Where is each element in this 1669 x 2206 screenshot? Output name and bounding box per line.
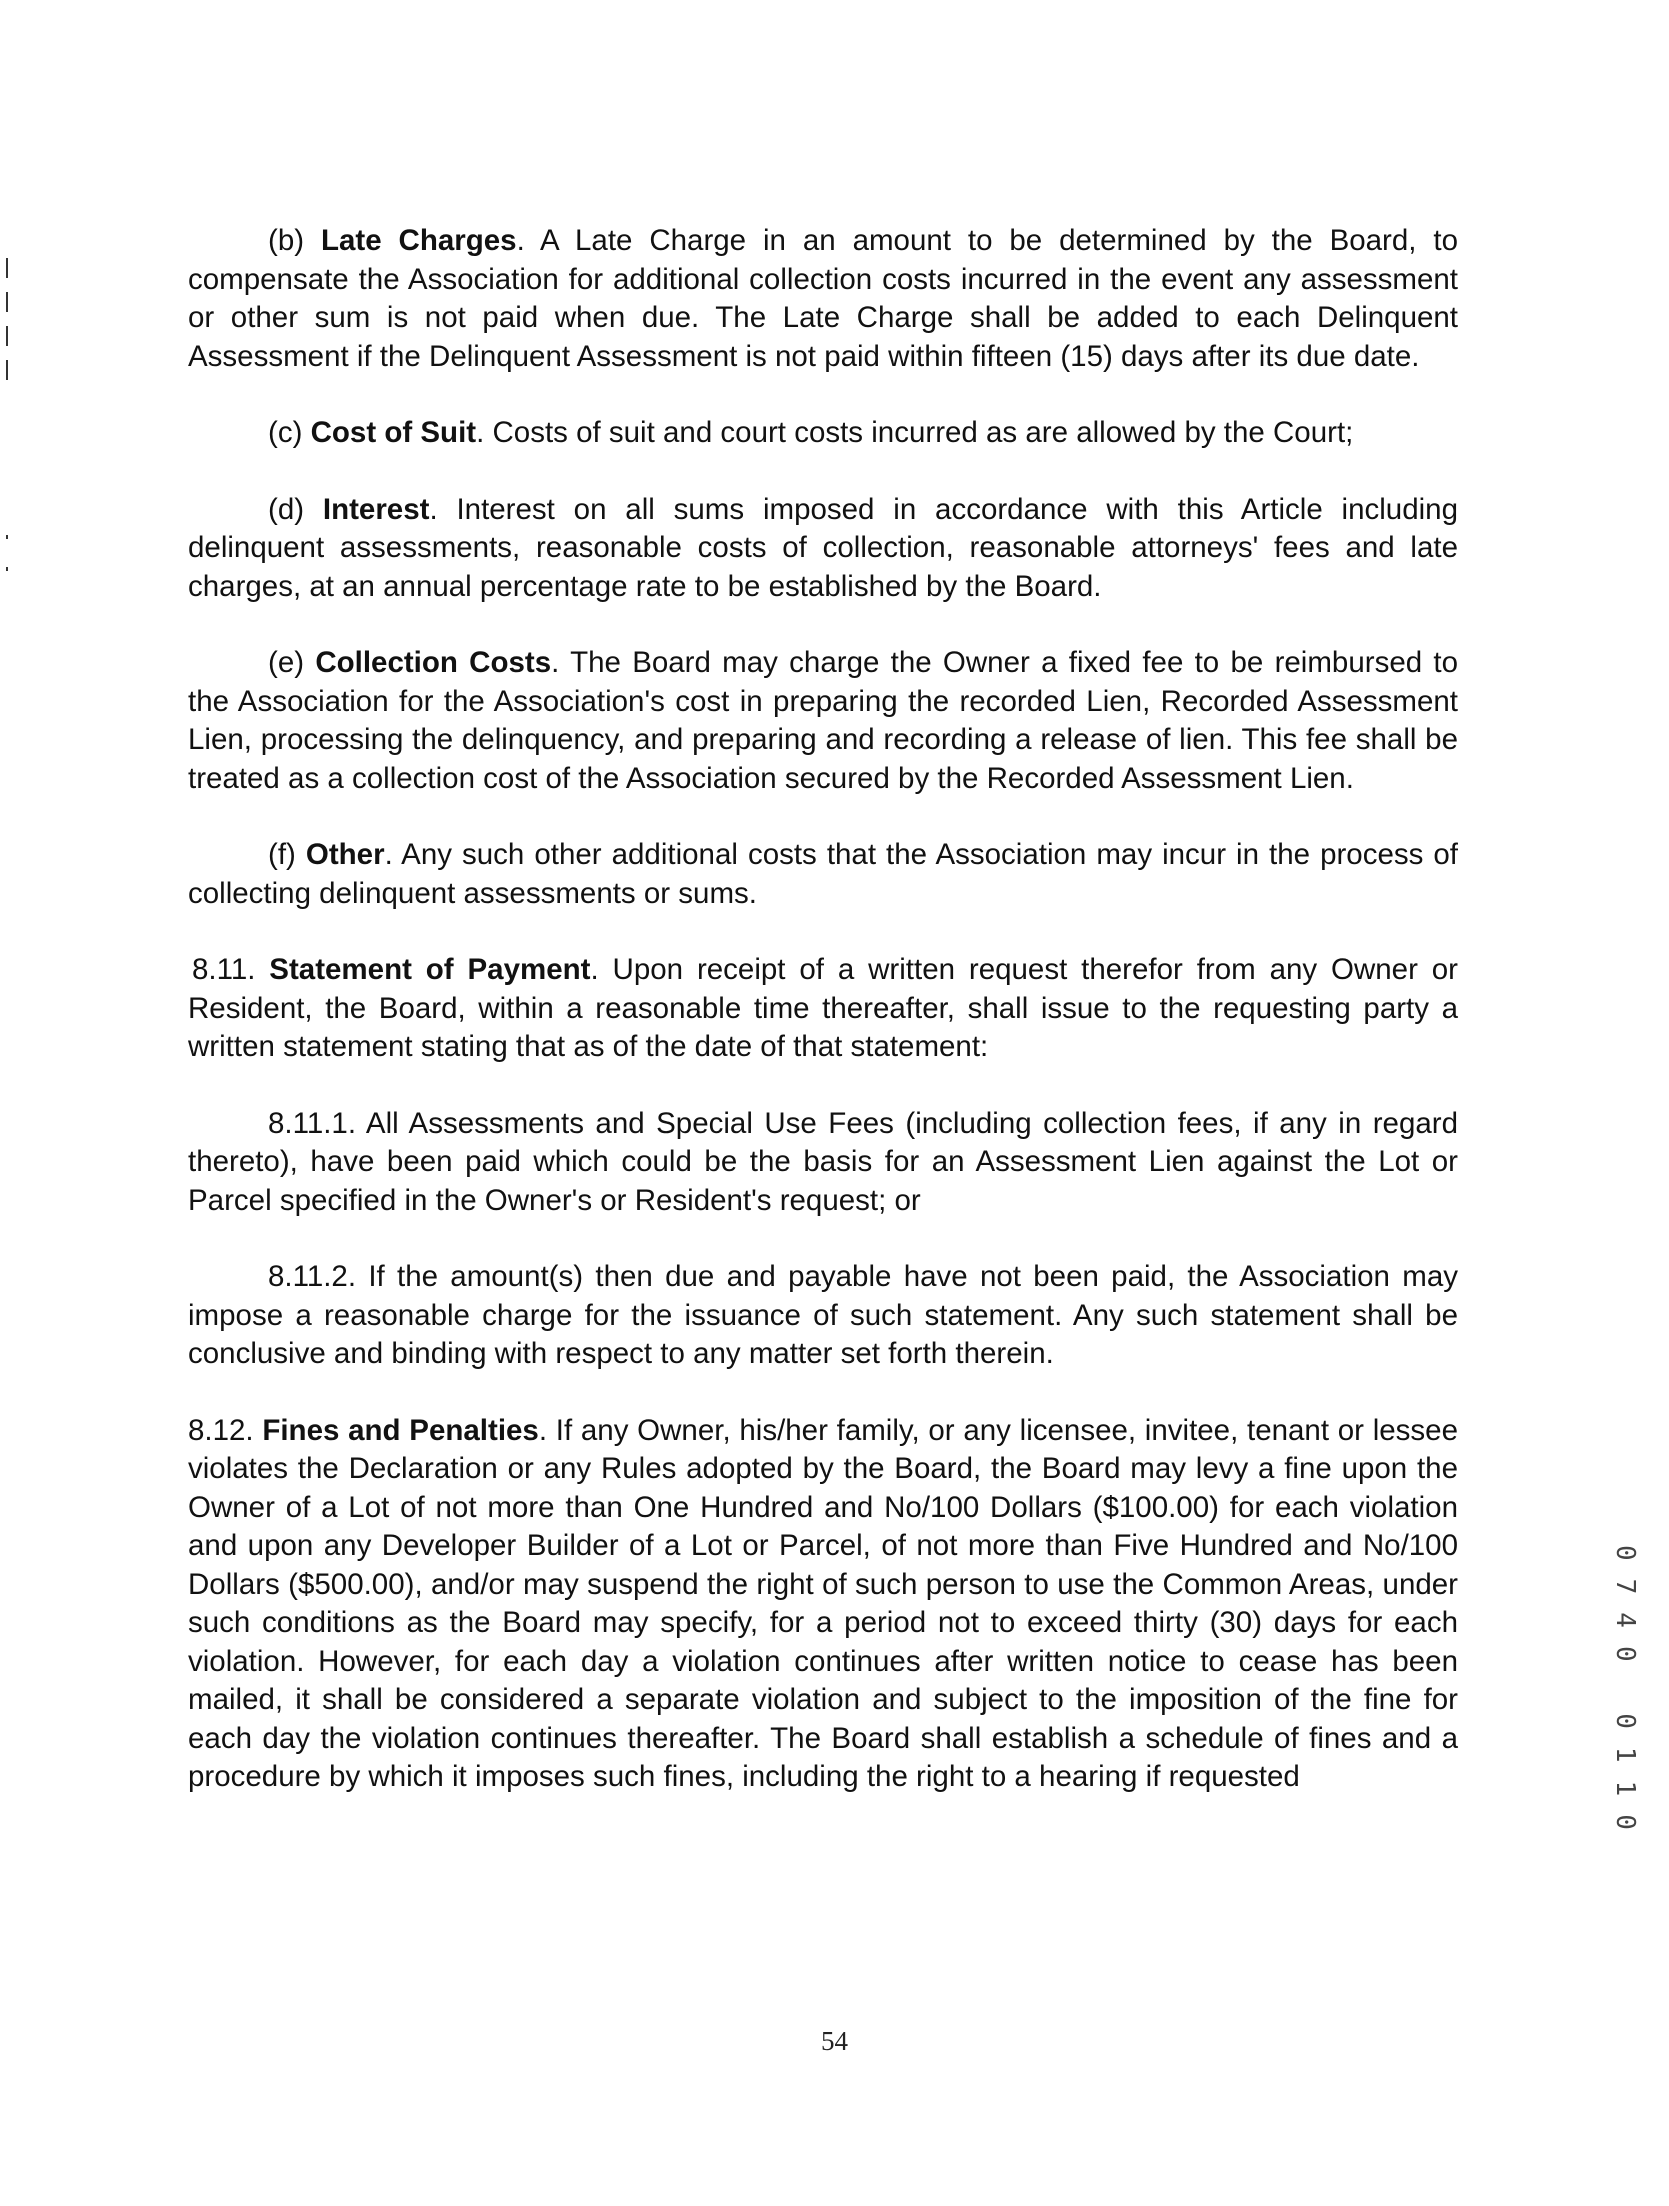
margin-mark <box>6 535 8 539</box>
recording-stamp <box>1610 1545 1669 1925</box>
paragraph-prefix: (c) <box>268 416 311 449</box>
margin-mark <box>6 326 8 346</box>
paragraph-heading: Late Charges <box>320 224 517 257</box>
paragraph-interest <box>188 491 1458 607</box>
paragraph-text: . A Late Charge in an amount to be determined by the Board, to compensate the Association for additional collection costs incurred in the event any assessment or other sum is not paid when due. The Late Charge shall be added to each Delinquent Assessment if the Delinquent Assessment is not paid within fifteen (15) days after its due date. <box>188 224 1458 373</box>
paragraph-heading: Interest <box>322 492 430 526</box>
margin-mark <box>6 567 8 571</box>
paragraph-late-charges <box>188 222 1458 376</box>
paragraph-text: . Interest on all sums imposed in accordance with this Article including delinquent assessments, reasonable costs of collection, reasonable attorneys' fees and late charges, at an annual percentage rate to be established by the Board. <box>188 492 1458 603</box>
subsection-number: 8.11.2. <box>268 1260 369 1293</box>
subsection-8-11-2 <box>188 1258 1458 1374</box>
paragraph-prefix: (d) <box>268 492 323 526</box>
section-number: 8.12. <box>188 1413 263 1447</box>
paragraph-cost-of-suit <box>188 414 1458 453</box>
document-body <box>188 222 1458 1797</box>
paragraph-collection-costs <box>188 644 1458 798</box>
section-number: 8.11. <box>192 953 270 986</box>
section-8-11-statement-of-payment <box>188 951 1458 1067</box>
subsection-number: 8.11.1. <box>268 1106 366 1140</box>
page-number: 54 <box>821 2026 848 2056</box>
paragraph-text: . Any such other additional costs that the Association may incur in the process of collecting delinquent assessments or sums. <box>188 838 1458 910</box>
margin-mark <box>6 360 8 380</box>
paragraph-heading: Cost of Suit <box>310 416 477 449</box>
paragraph-other <box>188 836 1458 913</box>
subsection-text: All Assessments and Special Use Fees (including collection fees, if any in regard thereto), have been paid which could be the basis for an Assessment Lien against the Lot or Parcel specified in the Owner's or Resident's request; or <box>188 1106 1459 1217</box>
margin-mark <box>6 292 8 312</box>
paragraph-text: . Costs of suit and court costs incurred as are allowed by the Court; <box>476 416 1354 449</box>
section-text: . Upon receipt of a written request therefor from any Owner or Resident, the Board, within a reasonable time thereafter, shall issue to the requesting party a written statement stating that as of the date of that statement: <box>188 953 1458 1063</box>
subsection-8-11-1 <box>188 1105 1458 1221</box>
section-heading: Statement of Payment <box>269 953 591 986</box>
paragraph-heading: Other <box>305 838 385 871</box>
stamp-number: 0740 0110 <box>1610 1545 1640 1848</box>
section-8-12-fines-and-penalties <box>188 1412 1458 1797</box>
paragraph-prefix: (b) <box>268 224 321 257</box>
paragraph-prefix: (f) <box>268 838 306 871</box>
paragraph-heading: Collection Costs <box>315 646 552 679</box>
paragraph-prefix: (e) <box>268 646 316 679</box>
margin-mark <box>6 258 8 278</box>
subsection-text: If the amount(s) then due and payable have not been paid, the Association may impose a reasonable charge for the issuance of such statement. Any such statement shall be conclusive and binding with respect to any matter set forth therein. <box>188 1260 1458 1370</box>
section-heading: Fines and Penalties <box>262 1413 539 1447</box>
paragraph-text: . The Board may charge the Owner a fixed fee to be reimbursed to the Association for the Association's cost in preparing the recorded Lien, Recorded Assessment Lien, processing the delinquency, and preparing and recording a release of lien. This fee shall be treated as a collection cost of the Association secured by the Recorded Assessment Lien. <box>188 646 1458 795</box>
section-text: . If any Owner, his/her family, or any licensee, invitee, tenant or lessee violates the Declaration or any Rules adopted by the Board, the Board may levy a fine upon the Owner of a Lot of not more than One Hundred and No/100 Dollars ($100.00) for each violation and upon any Developer Builder of a Lot or Parcel, of not more than Five Hundred and No/100 Dollars ($500.00), and/or may suspend the right of such person to use the Common Areas, under such conditions as the Board may specify, for a period not to exceed thirty (30) days for each violation. However, for each day a violation continues after written notice to cease has been mailed, it shall be considered a separate violation and subject to the imposition of the fine for each day the violation continues thereafter. The Board shall establish a schedule of fines and a procedure by which it imposes such fines, including the right to a hearing if requested <box>188 1413 1458 1793</box>
